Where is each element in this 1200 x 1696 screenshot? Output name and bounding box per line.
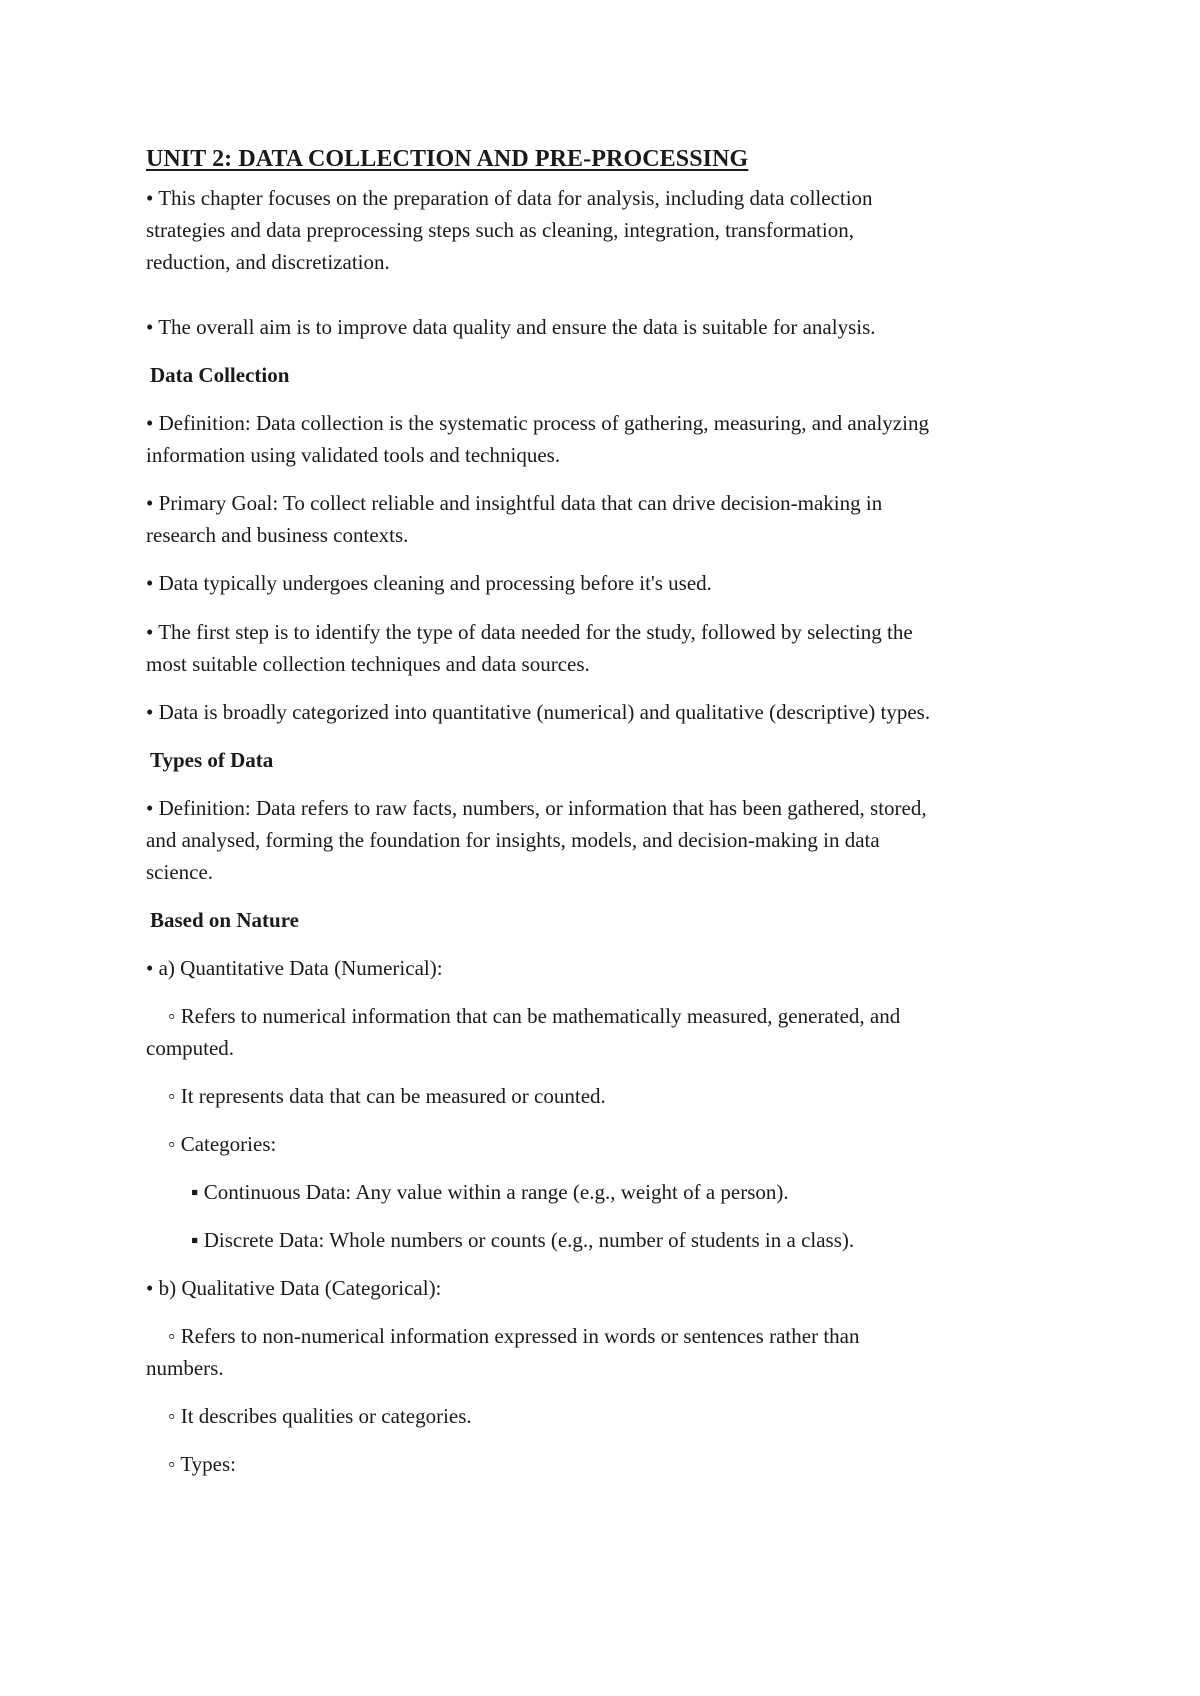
document-title: UNIT 2: DATA COLLECTION AND PRE-PROCESSING: [146, 146, 749, 172]
intro-paragraph-2: • The overall aim is to improve data quality and ensure the data is suitable for analysis.: [146, 315, 876, 339]
data-collection-categorized: • Data is broadly categorized into quantitative (numerical) and qualitative (descriptive) types.: [146, 700, 931, 724]
intro-paragraph-1-line-3: reduction, and discretization.: [146, 250, 390, 274]
data-collection-primary-goal: [146, 487, 1066, 551]
data-collection-primary-goal-line-1: • Primary Goal: To collect reliable and insightful data that can drive decision-making in: [146, 491, 883, 515]
qualitative-refers: [146, 1320, 1066, 1384]
quantitative-discrete: ▪ Discrete Data: Whole numbers or counts (e.g., number of students in a class).: [191, 1228, 855, 1252]
quantitative-continuous: ▪ Continuous Data: Any value within a range (e.g., weight of a person).: [191, 1180, 789, 1204]
quantitative-refers: [146, 1000, 1066, 1064]
data-collection-definition-line-2: information using validated tools and techniques.: [146, 443, 561, 467]
heading-based-on-nature: Based on Nature: [150, 908, 299, 932]
intro-paragraph-1-line-2: strategies and data preprocessing steps such as cleaning, integration, transformation,: [146, 218, 854, 242]
qualitative-data-title: • b) Qualitative Data (Categorical):: [146, 1276, 442, 1300]
document-page: [146, 0, 1066, 1696]
intro-paragraph-1-line-1: • This chapter focuses on the preparation of data for analysis, including data collection: [146, 186, 873, 210]
quantitative-categories-label: ◦ Categories:: [168, 1132, 277, 1156]
data-collection-first-step: [146, 616, 1066, 680]
types-of-data-definition-line-1: • Definition: Data refers to raw facts, numbers, or information that has been gathered, stored,: [146, 796, 927, 820]
data-collection-definition: [146, 407, 1066, 471]
data-collection-primary-goal-line-2: research and business contexts.: [146, 523, 409, 547]
quantitative-data-title: • a) Quantitative Data (Numerical):: [146, 956, 443, 980]
quantitative-represents: ◦ It represents data that can be measured or counted.: [168, 1084, 606, 1108]
qualitative-refers-line-1: ◦ Refers to non-numerical information expressed in words or sentences rather than: [168, 1324, 860, 1348]
qualitative-types-label: ◦ Types:: [168, 1452, 237, 1476]
data-collection-first-step-line-1: • The first step is to identify the type of data needed for the study, followed by selecting the: [146, 620, 913, 644]
data-collection-first-step-line-2: most suitable collection techniques and data sources.: [146, 652, 590, 676]
data-collection-definition-line-1: • Definition: Data collection is the systematic process of gathering, measuring, and analyzing: [146, 411, 929, 435]
qualitative-refers-line-2: numbers.: [146, 1356, 224, 1380]
quantitative-refers-line-1: ◦ Refers to numerical information that can be mathematically measured, generated, and: [168, 1004, 901, 1028]
types-of-data-definition-line-2: and analysed, forming the foundation for insights, models, and decision-making in data: [146, 828, 880, 852]
types-of-data-definition-line-3: science.: [146, 860, 214, 884]
intro-paragraph-1: [146, 182, 1066, 278]
types-of-data-definition: [146, 792, 1066, 888]
qualitative-describes: ◦ It describes qualities or categories.: [168, 1404, 472, 1428]
heading-types-of-data: Types of Data: [150, 748, 274, 772]
data-collection-cleaning: • Data typically undergoes cleaning and processing before it's used.: [146, 571, 712, 595]
quantitative-refers-line-2: computed.: [146, 1036, 235, 1060]
heading-data-collection: Data Collection: [150, 363, 290, 387]
